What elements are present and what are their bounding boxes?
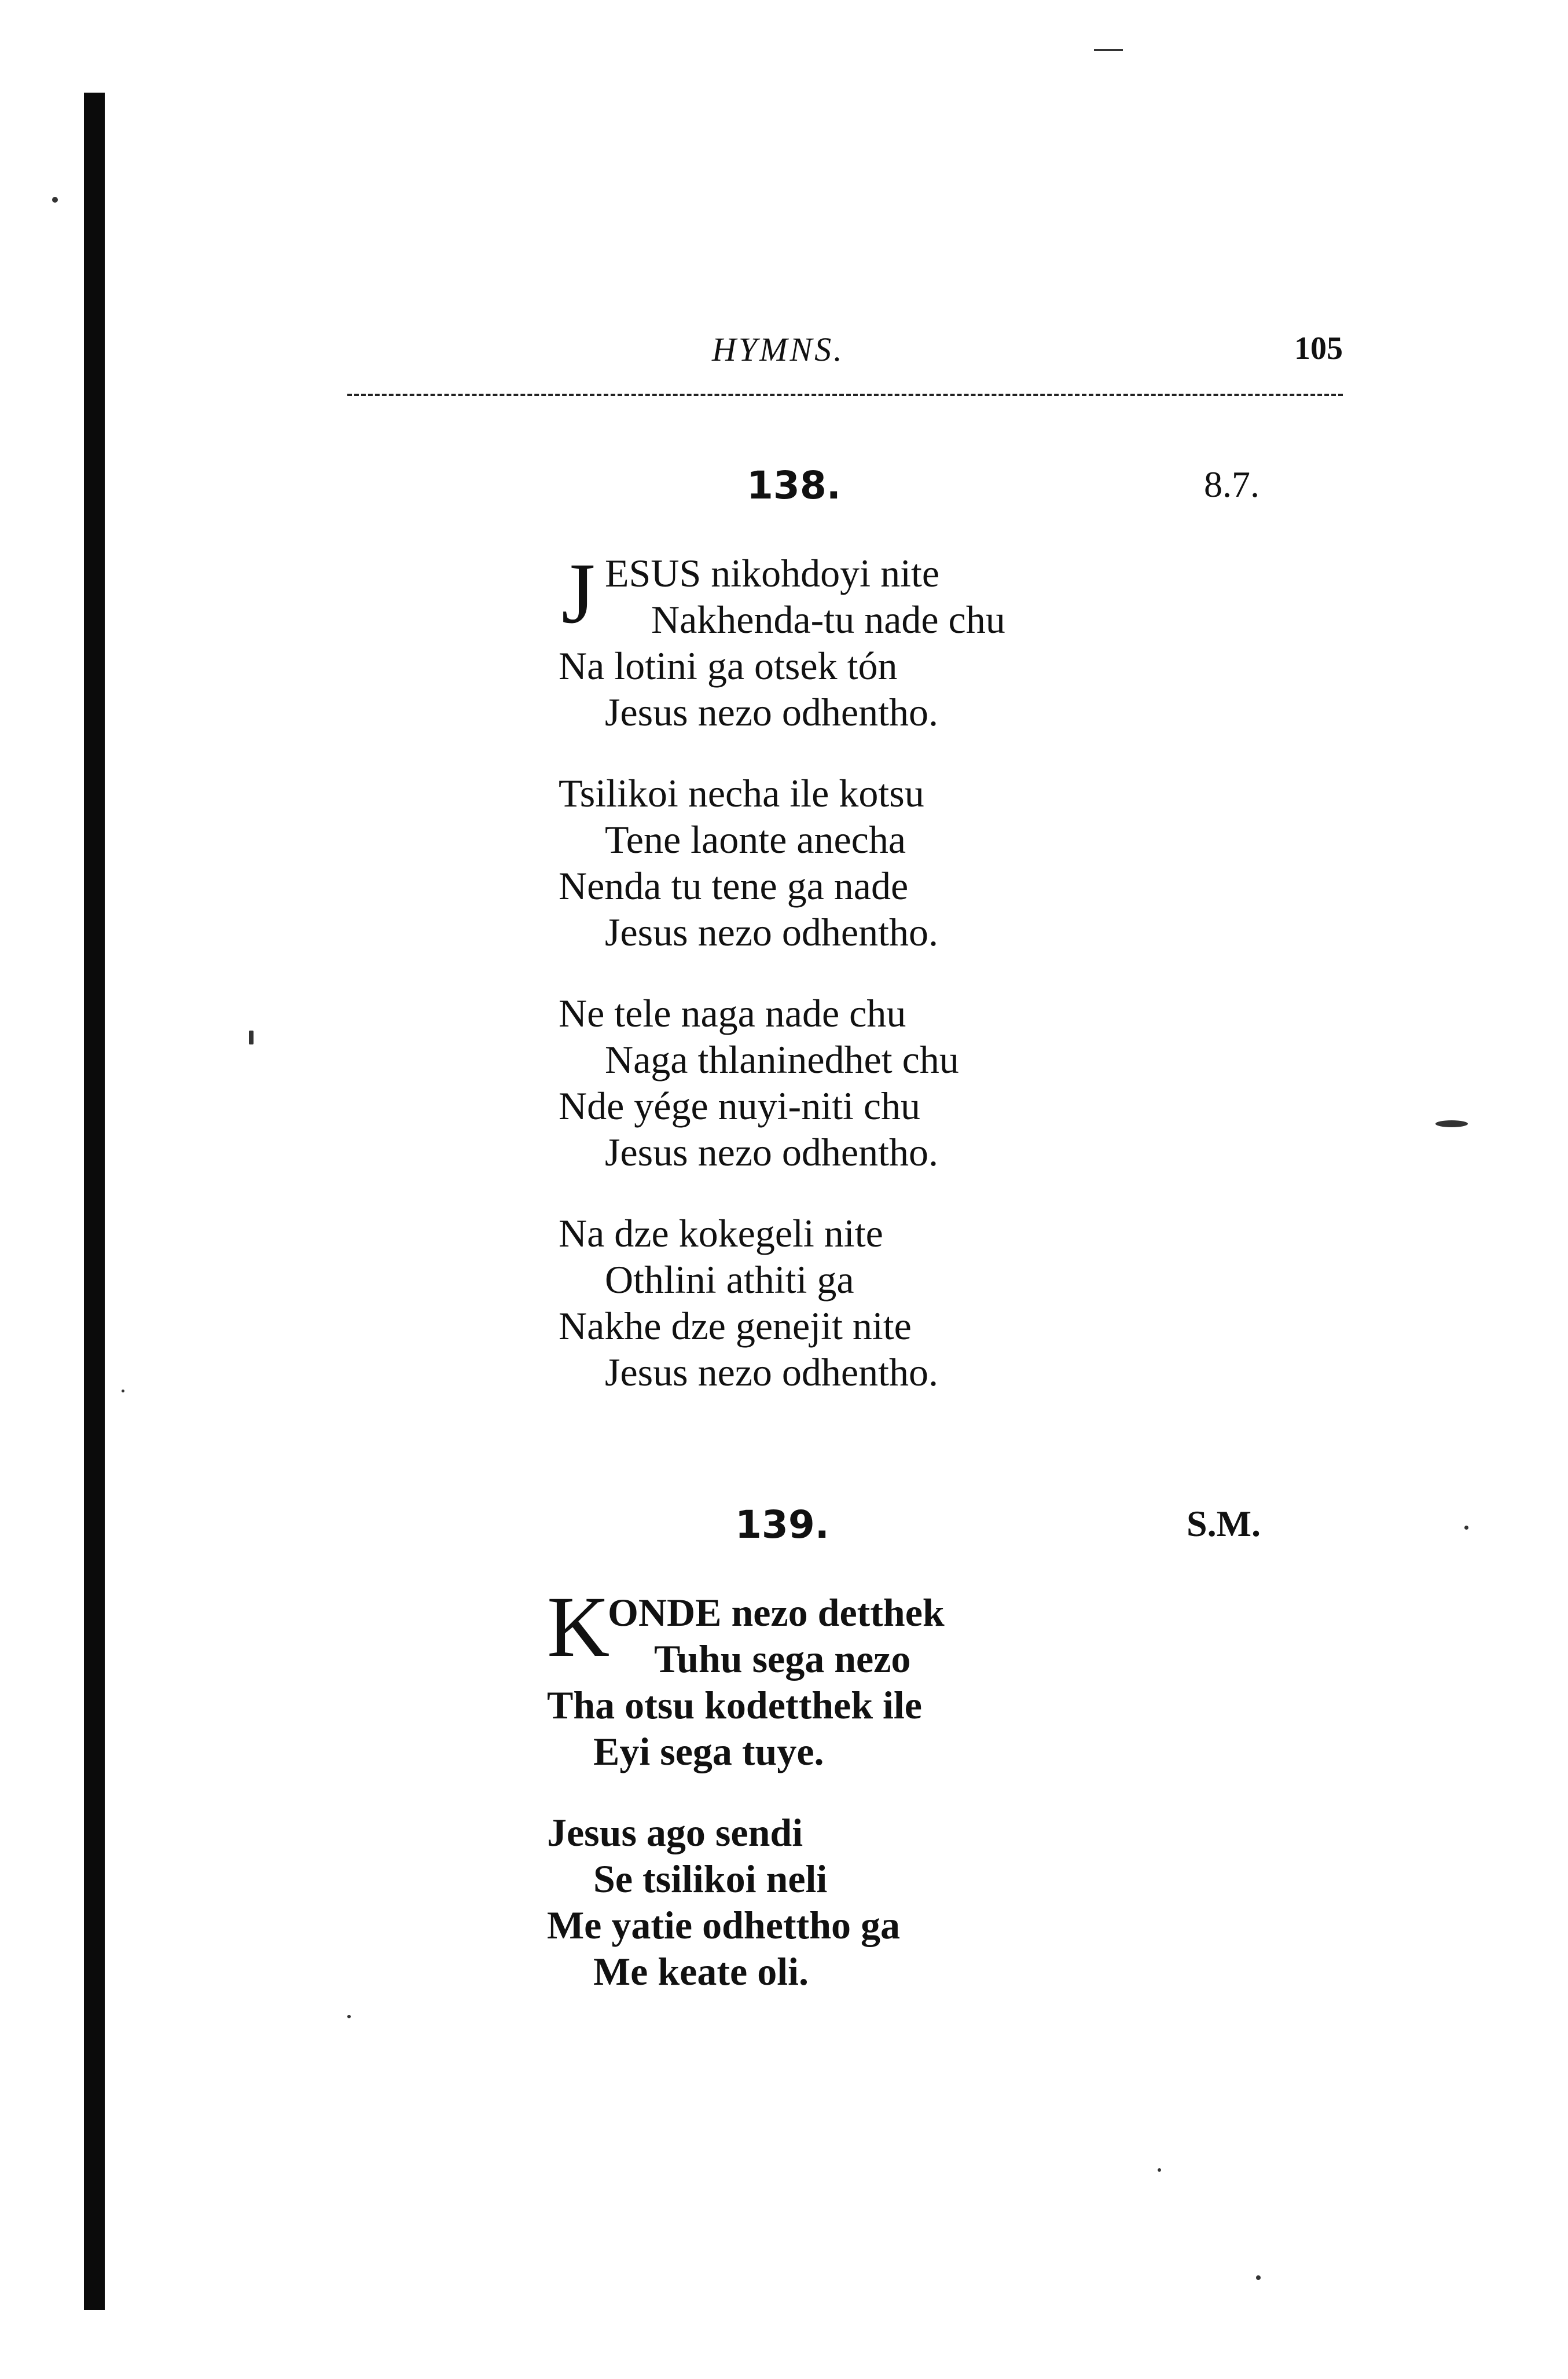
scan-speck <box>347 2015 351 2018</box>
hymn-139-heading <box>735 1502 1314 1555</box>
scan-speck <box>1464 1526 1468 1530</box>
verse-line: Me keate oli. <box>593 1949 809 1993</box>
binding-edge <box>84 93 105 2310</box>
drop-cap: J <box>561 545 596 642</box>
header-title: HYMNS. <box>712 331 844 368</box>
verse-line: Jesus nezo odhentho. <box>605 690 939 734</box>
hymn-139-stanza-1 <box>608 1589 945 1682</box>
verse-line: Eyi sega tuye. <box>593 1729 824 1773</box>
scan-speck <box>1435 1120 1468 1127</box>
hymn-meter: S.M. <box>1187 1503 1261 1544</box>
verse-line: Nenda tu tene ga nade <box>559 864 909 908</box>
verse-line: Tene laonte anecha <box>605 818 906 862</box>
verse-line: Jesus nezo odhentho. <box>605 1350 939 1394</box>
hymn-138-stanza-1 <box>605 550 1005 643</box>
header-rule <box>347 394 1343 396</box>
verse-line: Tsilikoi necha ile kotsu <box>559 771 924 815</box>
scan-speck <box>249 1031 254 1044</box>
verse-line: Tuhu sega nezo <box>654 1637 911 1681</box>
verse-line: Nakhenda-tu nade chu <box>651 598 1005 642</box>
hymn-number: 138. <box>747 463 841 508</box>
verse-line: Na dze kokegeli nite <box>559 1211 883 1255</box>
hymn-meter: 8.7. <box>1204 464 1259 505</box>
verse-line: Tha otsu kodetthek ile <box>547 1683 922 1727</box>
verse-line: Me yatie odhettho ga <box>547 1903 901 1947</box>
hymn-138-stanza-4 <box>559 1210 938 1395</box>
verse-line: Jesus nezo odhentho. <box>605 910 939 954</box>
hymn-138-stanza-2 <box>559 770 938 955</box>
verse-line: Na lotini ga otsek tón <box>559 644 898 688</box>
scan-speck <box>52 197 58 203</box>
verse-line: Se tsilikoi neli <box>593 1857 828 1901</box>
page-number: 105 <box>1294 331 1343 366</box>
verse-line: Jesus nezo odhentho. <box>605 1130 939 1174</box>
scan-speck <box>1256 2275 1261 2280</box>
running-header <box>347 330 1343 388</box>
verse-line: ESUS nikohdoyi nite <box>605 551 940 595</box>
verse-line: Jesus ago sendi <box>547 1810 803 1854</box>
hymn-139-stanza-1-cont <box>547 1682 922 1775</box>
hymn-138-stanza-1-cont <box>559 643 938 735</box>
verse-line: Ne tele naga nade chu <box>559 991 906 1035</box>
verse-line: Nde yége nuyi-niti chu <box>559 1084 921 1128</box>
scan-speck <box>1094 49 1123 51</box>
verse-line: ONDE nezo detthek <box>608 1590 945 1634</box>
drop-cap: K <box>547 1579 610 1675</box>
verse-line: Naga thlaninedhet chu <box>605 1038 959 1082</box>
hymn-138-heading <box>747 463 1302 515</box>
scan-speck <box>1158 2168 1161 2172</box>
verse-line: Nakhe dze genejit nite <box>559 1304 912 1348</box>
hymn-number: 139. <box>735 1502 829 1547</box>
hymn-138-stanza-3 <box>559 990 959 1175</box>
hymn-139-stanza-2 <box>547 1809 900 1995</box>
scan-speck <box>122 1390 124 1392</box>
verse-line: Othlini athiti ga <box>605 1258 854 1302</box>
